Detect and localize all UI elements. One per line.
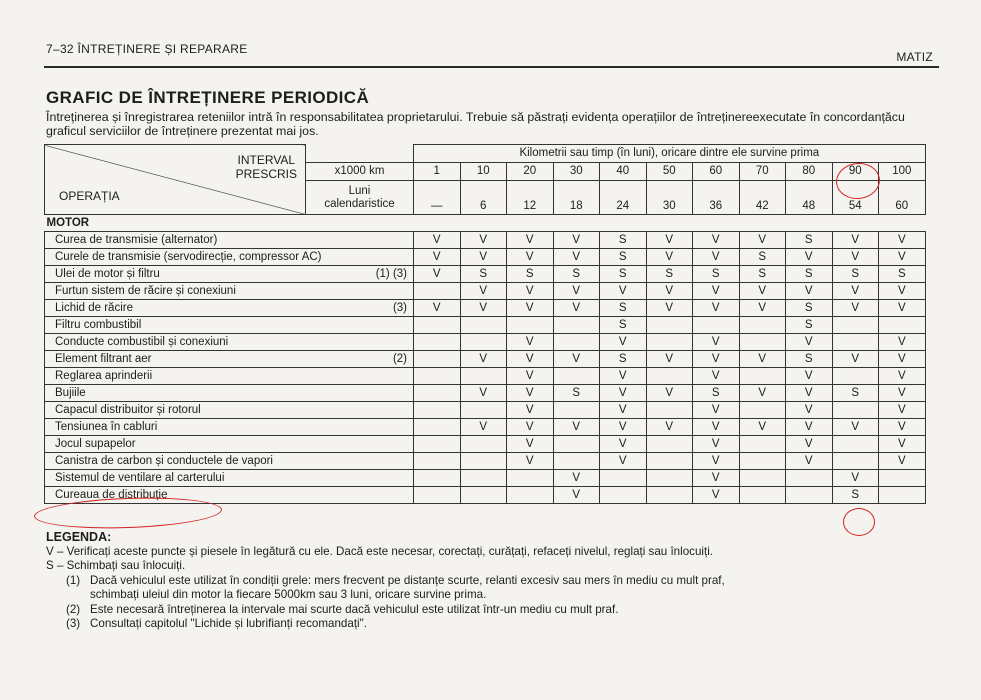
months-label-line-2: calendaristice [324, 197, 395, 210]
legend-notes [46, 574, 946, 632]
schedule-cell [507, 470, 554, 487]
operation-name: Sistemul de ventilare al carterului [55, 471, 225, 484]
schedule-cell [832, 317, 879, 334]
schedule-cell: S [460, 266, 507, 283]
table-row [45, 266, 926, 283]
header-rule [44, 66, 939, 68]
schedule-cell: V [507, 419, 554, 436]
schedule-cell [786, 487, 833, 504]
schedule-cell: V [693, 470, 740, 487]
schedule-cell: V [739, 300, 786, 317]
operation-cell [45, 334, 414, 351]
schedule-cell: V [693, 453, 740, 470]
schedule-cell: V [646, 385, 693, 402]
annotation-circle-s [843, 508, 875, 536]
month-cell: 36 [693, 181, 740, 215]
schedule-cell [739, 402, 786, 419]
schedule-cell: V [832, 232, 879, 249]
operation-name: Bujiile [55, 386, 86, 399]
schedule-cell [414, 351, 461, 368]
schedule-cell: V [786, 283, 833, 300]
table-row [45, 419, 926, 436]
schedule-cell: V [693, 487, 740, 504]
schedule-cell: V [832, 300, 879, 317]
schedule-cell [646, 436, 693, 453]
schedule-cell: V [786, 368, 833, 385]
schedule-cell [460, 317, 507, 334]
legend-note-number: (3) [66, 617, 81, 630]
schedule-cell: V [879, 436, 926, 453]
schedule-cell: S [832, 487, 879, 504]
schedule-cell: S [832, 266, 879, 283]
schedule-cell: S [879, 266, 926, 283]
schedule-cell [553, 317, 600, 334]
schedule-cell [460, 487, 507, 504]
schedule-cell: V [507, 436, 554, 453]
schedule-cell: S [553, 266, 600, 283]
operation-cell [45, 436, 414, 453]
schedule-cell [739, 368, 786, 385]
legend-note-number: (1) [66, 573, 81, 587]
schedule-cell: V [786, 385, 833, 402]
operation-note: (1) (3) [375, 268, 407, 280]
schedule-cell [414, 470, 461, 487]
km-cell: 100 [879, 163, 926, 181]
legend-note [46, 603, 946, 618]
schedule-cell: V [460, 232, 507, 249]
table-row [45, 249, 926, 266]
schedule-cell: V [786, 436, 833, 453]
schedule-cell: V [646, 283, 693, 300]
table-row [45, 317, 926, 334]
schedule-cell: V [507, 300, 554, 317]
schedule-cell [879, 470, 926, 487]
schedule-cell: S [600, 300, 647, 317]
schedule-cell: S [600, 249, 647, 266]
operation-note: (2) [392, 353, 407, 365]
operation-name: Tensiunea în cabluri [55, 420, 158, 433]
section-title: MOTOR [45, 215, 926, 232]
km-cell: 50 [646, 163, 693, 181]
operation-cell [45, 317, 414, 334]
schedule-cell: V [879, 283, 926, 300]
schedule-cell: S [786, 232, 833, 249]
operation-cell [45, 385, 414, 402]
schedule-cell: V [739, 283, 786, 300]
month-cell: 12 [507, 181, 554, 215]
schedule-cell: V [600, 385, 647, 402]
table-row [45, 232, 926, 249]
schedule-cell [646, 368, 693, 385]
schedule-cell: S [600, 266, 647, 283]
operation-name: Capacul distribuitor și rotorul [55, 403, 201, 416]
schedule-cell: S [739, 249, 786, 266]
km-cell: 60 [693, 163, 740, 181]
maintenance-table [44, 144, 926, 504]
legend-note-text: Este necesară întreținerea la intervale mai scurte dacă vehiculul este utilizat într-un mediu cu mult praf. [90, 602, 619, 616]
schedule-cell: V [553, 249, 600, 266]
schedule-cell [832, 402, 879, 419]
km-cell: 80 [786, 163, 833, 181]
schedule-cell: V [600, 419, 647, 436]
km-cell: 90 [832, 163, 879, 181]
table-header-row-1 [45, 145, 926, 163]
operation-cell [45, 453, 414, 470]
month-cell: 60 [879, 181, 926, 215]
table-row [45, 385, 926, 402]
operation-cell [45, 351, 414, 368]
schedule-cell: V [739, 419, 786, 436]
schedule-cell: V [693, 351, 740, 368]
maintenance-table-body [45, 145, 926, 504]
schedule-cell [832, 453, 879, 470]
schedule-cell: S [646, 266, 693, 283]
table-corner-cell [45, 145, 306, 215]
month-cell: — [414, 181, 461, 215]
table-row [45, 351, 926, 368]
operation-name: Lichid de răcire [55, 301, 133, 314]
page-header-section: 7–32 ÎNTREȚINERE ȘI REPARARE [46, 42, 248, 56]
schedule-cell [786, 470, 833, 487]
schedule-cell: V [553, 232, 600, 249]
schedule-cell [460, 453, 507, 470]
schedule-cell: V [786, 419, 833, 436]
schedule-cell [460, 470, 507, 487]
intro-paragraph: Întreținerea și înregistrarea reteniilor intră în responsabilitatea proprietarului. Trebuie să păstrați evidența operațiilor de întreținereexecutate în concordanțăcu graficul serviciilor de întreținere prezentat mai jos. [46, 110, 905, 138]
schedule-cell [693, 317, 740, 334]
month-cell: 54 [832, 181, 879, 215]
schedule-cell: V [879, 419, 926, 436]
legend [46, 530, 946, 632]
schedule-cell: V [739, 385, 786, 402]
km-cell: 20 [507, 163, 554, 181]
operation-name: Curea de transmisie (alternator) [55, 233, 218, 246]
schedule-cell: S [600, 317, 647, 334]
operation-name: Ulei de motor și filtru [55, 267, 160, 280]
operation-name: Canistra de carbon și conductele de vapori [55, 454, 273, 467]
schedule-cell [739, 487, 786, 504]
schedule-cell: V [693, 368, 740, 385]
schedule-cell: V [646, 249, 693, 266]
schedule-cell [600, 487, 647, 504]
section-row-motor [45, 215, 926, 232]
schedule-cell: V [460, 385, 507, 402]
schedule-cell: V [507, 232, 554, 249]
operation-name: Filtru combustibil [55, 318, 142, 331]
schedule-cell: V [693, 249, 740, 266]
operation-cell [45, 402, 414, 419]
schedule-cell: V [879, 249, 926, 266]
schedule-cell: V [832, 470, 879, 487]
schedule-cell: V [507, 368, 554, 385]
table-row [45, 368, 926, 385]
schedule-cell: V [786, 453, 833, 470]
schedule-cell: V [786, 402, 833, 419]
km-cell: 70 [739, 163, 786, 181]
schedule-cell [460, 334, 507, 351]
legend-note [46, 617, 946, 632]
table-row [45, 453, 926, 470]
operation-name: Reglarea aprinderii [55, 369, 153, 382]
legend-note-text: Dacă vehiculul este utilizat în condiții grele: mers frecvent pe distanțe scurte, relanti excesiv sau mers în mediu cu mult praf, [90, 573, 725, 587]
schedule-cell: V [507, 453, 554, 470]
operation-cell [45, 266, 414, 283]
operation-cell [45, 419, 414, 436]
schedule-cell [739, 470, 786, 487]
schedule-cell [414, 334, 461, 351]
schedule-cell [553, 453, 600, 470]
table-row [45, 334, 926, 351]
schedule-cell [553, 368, 600, 385]
operation-name: Element filtrant aer [55, 352, 152, 365]
schedule-cell: V [832, 249, 879, 266]
schedule-cell [414, 453, 461, 470]
schedule-cell: V [879, 402, 926, 419]
schedule-cell: V [879, 453, 926, 470]
schedule-cell: V [832, 419, 879, 436]
schedule-cell: S [786, 317, 833, 334]
schedule-cell: V [553, 283, 600, 300]
schedule-cell: V [553, 419, 600, 436]
legend-note-text: schimbați uleiul din motor la fiecare 5000km sau 3 luni, oricare survine prima. [90, 588, 487, 601]
schedule-cell: S [600, 351, 647, 368]
schedule-cell [507, 317, 554, 334]
schedule-cell: V [646, 300, 693, 317]
schedule-cell [460, 402, 507, 419]
legend-note-number [66, 588, 90, 603]
month-cell: 6 [460, 181, 507, 215]
schedule-cell: V [879, 334, 926, 351]
schedule-cell: V [460, 249, 507, 266]
schedule-cell: S [507, 266, 554, 283]
schedule-cell: V [693, 283, 740, 300]
schedule-cell: V [414, 300, 461, 317]
schedule-cell: V [460, 300, 507, 317]
schedule-cell [739, 317, 786, 334]
operation-name: Cureaua de distribuție [55, 488, 168, 501]
schedule-cell: S [600, 232, 647, 249]
schedule-cell: V [553, 470, 600, 487]
schedule-cell [646, 487, 693, 504]
corner-operatia-label: OPERAȚIA [59, 189, 120, 203]
table-row [45, 470, 926, 487]
schedule-cell: V [553, 487, 600, 504]
schedule-cell: V [414, 232, 461, 249]
schedule-cell: V [879, 385, 926, 402]
schedule-cell [739, 453, 786, 470]
schedule-cell: V [553, 351, 600, 368]
schedule-cell: V [879, 368, 926, 385]
km-cell: 30 [553, 163, 600, 181]
corner-prescris-label: PRESCRIS [235, 167, 297, 181]
schedule-cell: V [786, 249, 833, 266]
operation-name: Conducte combustibil și conexiuni [55, 335, 229, 348]
month-cell: 30 [646, 181, 693, 215]
month-cell: 48 [786, 181, 833, 215]
schedule-cell: V [553, 300, 600, 317]
page-header-model: MATIZ [896, 50, 933, 64]
schedule-cell [460, 368, 507, 385]
schedule-cell [553, 436, 600, 453]
schedule-cell: V [693, 402, 740, 419]
schedule-cell [507, 487, 554, 504]
schedule-cell: V [507, 402, 554, 419]
schedule-cell: V [600, 334, 647, 351]
schedule-cell: V [693, 436, 740, 453]
operation-cell [45, 249, 414, 266]
schedule-cell: V [507, 249, 554, 266]
schedule-cell: V [460, 351, 507, 368]
operation-cell [45, 470, 414, 487]
schedule-cell: V [507, 283, 554, 300]
operation-cell [45, 368, 414, 385]
schedule-cell [414, 317, 461, 334]
schedule-cell: V [414, 266, 461, 283]
schedule-cell: V [879, 351, 926, 368]
schedule-cell: S [693, 385, 740, 402]
operation-note: (3) [392, 302, 407, 314]
schedule-cell: V [507, 334, 554, 351]
schedule-cell: V [832, 351, 879, 368]
month-cell: 42 [739, 181, 786, 215]
schedule-cell: S [786, 266, 833, 283]
schedule-cell: S [786, 300, 833, 317]
schedule-cell [414, 368, 461, 385]
operation-name: Curele de transmisie (servodirecție, compressor AC) [55, 250, 322, 263]
schedule-cell: V [646, 351, 693, 368]
schedule-cell [832, 334, 879, 351]
schedule-cell: V [739, 351, 786, 368]
legend-note-number: (2) [66, 602, 81, 616]
schedule-cell: V [739, 232, 786, 249]
km-label: x1000 km [306, 163, 414, 181]
legend-s-line: S – Schimbați sau înlocuiți. [46, 559, 186, 572]
schedule-cell [553, 402, 600, 419]
schedule-cell: S [832, 385, 879, 402]
schedule-cell: V [460, 283, 507, 300]
schedule-cell [832, 436, 879, 453]
operation-cell [45, 283, 414, 300]
schedule-cell: V [646, 419, 693, 436]
table-row [45, 300, 926, 317]
schedule-cell: S [693, 266, 740, 283]
schedule-cell: V [460, 419, 507, 436]
schedule-cell [460, 436, 507, 453]
legend-note [46, 588, 946, 603]
km-cell: 10 [460, 163, 507, 181]
schedule-cell: V [507, 385, 554, 402]
months-label-line-1: Luni [348, 184, 371, 197]
schedule-cell: S [553, 385, 600, 402]
schedule-cell [414, 283, 461, 300]
months-label [306, 181, 414, 215]
operation-name: Jocul supapelor [55, 437, 136, 450]
legend-note-text: Consultați capitolul "Lichide și lubrifianți recomandați". [90, 617, 367, 630]
schedule-cell [646, 470, 693, 487]
schedule-cell: V [879, 232, 926, 249]
operation-cell [45, 300, 414, 317]
km-cell: 40 [600, 163, 647, 181]
legend-title: LEGENDA: [46, 530, 112, 544]
schedule-cell: V [414, 249, 461, 266]
schedule-cell [739, 334, 786, 351]
schedule-cell [646, 402, 693, 419]
month-cell: 24 [600, 181, 647, 215]
schedule-cell [739, 436, 786, 453]
schedule-cell: V [693, 419, 740, 436]
schedule-cell: V [693, 334, 740, 351]
schedule-cell [553, 334, 600, 351]
schedule-cell: V [600, 453, 647, 470]
schedule-cell: S [739, 266, 786, 283]
schedule-cell [879, 487, 926, 504]
legend-v-line: V – Verificați aceste puncte și piesele în legătură cu ele. Dacă este necesar, corectați, curățați, refaceți nivelul, reglați sau înlocuiți. [46, 544, 713, 558]
corner-interval-label: INTERVAL [237, 153, 296, 167]
schedule-cell: V [600, 402, 647, 419]
schedule-cell: V [786, 334, 833, 351]
schedule-cell: V [693, 300, 740, 317]
table-row [45, 283, 926, 300]
schedule-cell [414, 436, 461, 453]
schedule-cell [832, 368, 879, 385]
schedule-cell: V [600, 368, 647, 385]
schedule-cell: S [786, 351, 833, 368]
table-row [45, 436, 926, 453]
schedule-cell: V [507, 351, 554, 368]
schedule-cell [879, 317, 926, 334]
operation-name: Furtun sistem de răcire și conexiuni [55, 284, 236, 297]
schedule-cell [600, 470, 647, 487]
schedule-cell: V [600, 283, 647, 300]
km-caption: Kilometrii sau timp (în luni), oricare dintre ele survine prima [414, 145, 926, 163]
schedule-cell: V [646, 232, 693, 249]
table-row [45, 402, 926, 419]
schedule-cell: V [832, 283, 879, 300]
schedule-cell: V [600, 436, 647, 453]
page-title: GRAFIC DE ÎNTREȚINERE PERIODICĂ [46, 88, 370, 107]
schedule-cell: V [693, 232, 740, 249]
schedule-cell: V [879, 300, 926, 317]
schedule-cell [646, 334, 693, 351]
schedule-cell [646, 317, 693, 334]
km-cell: 1 [414, 163, 461, 181]
legend-note [46, 574, 946, 589]
schedule-cell [414, 385, 461, 402]
month-cell: 18 [553, 181, 600, 215]
schedule-cell [414, 419, 461, 436]
schedule-cell [646, 453, 693, 470]
operation-cell [45, 232, 414, 249]
schedule-cell [414, 402, 461, 419]
schedule-cell [414, 487, 461, 504]
